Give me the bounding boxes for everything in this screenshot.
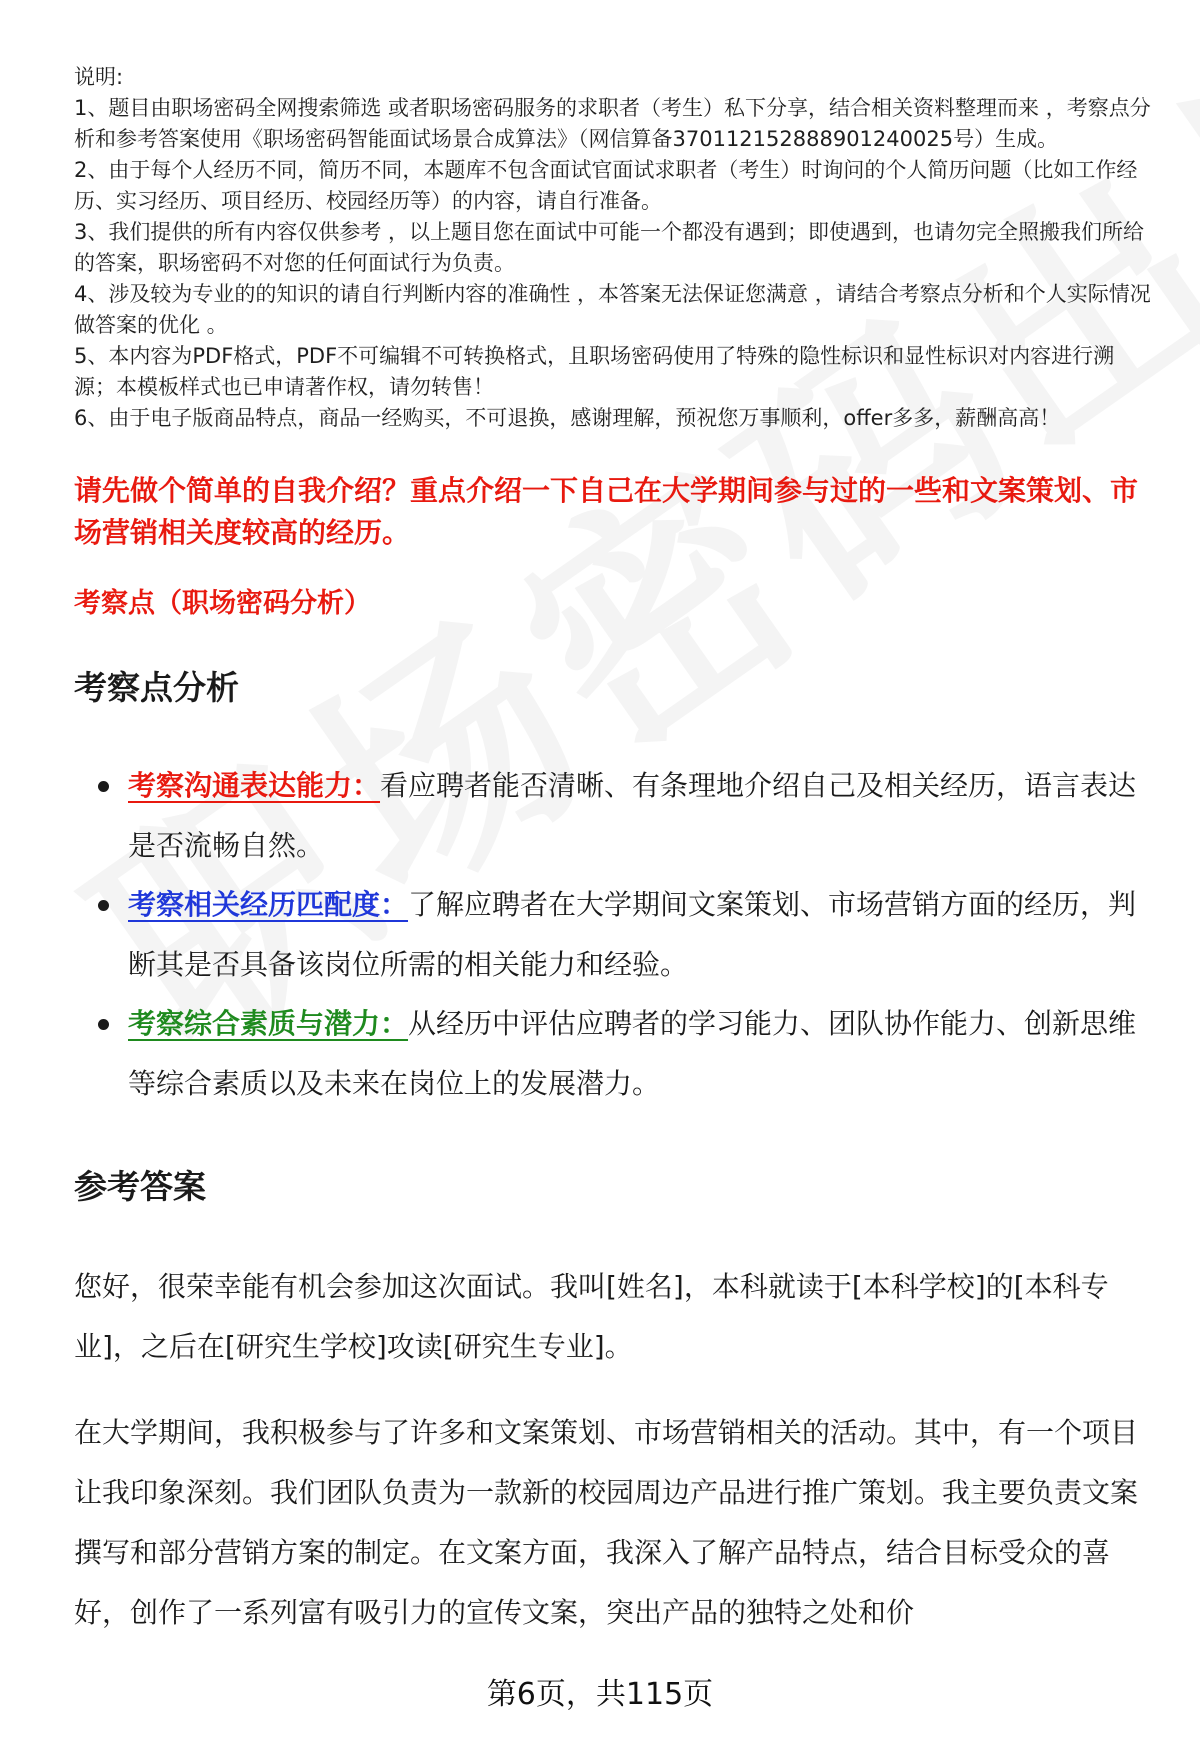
analysis-title: 考察点分析 — [74, 668, 239, 707]
point-text: 从经历中评估应聘者的学习能力、团队协作能力、创新思维等综合素质以及未来在岗位上的发展潜力。 — [128, 1007, 1137, 1100]
note-item: 6、由于电子版商品特点，商品一经购买，不可退换，感谢理解，预祝您万事顺利，offer多多，薪酬高高！ — [74, 406, 1061, 430]
point-text: 看应聘者能否清晰、有条理地介绍自己及相关经历，语言表达是否流畅自然。 — [128, 769, 1137, 862]
page-number: 第6页，共115页 — [486, 1677, 714, 1712]
note-item: 5、本内容为PDF格式，PDF不可编辑不可转换格式，且职场密码使用了特殊的隐性标识和显性标识对内容进行溯源；本模板样式也已申请著作权，请勿转售！ — [74, 344, 1115, 399]
point-keyword: 考察沟通表达能力： — [128, 769, 381, 802]
answer-paragraph: 在大学期间，我积极参与了许多和文案策划、市场营销相关的活动。其中，有一个项目让我印象深刻。我们团队负责为一款新的校园周边产品进行推广策划。我主要负责文案撰写和部分营销方案的制定。在文案方面，我深入了解产品特点，结合目标受众的喜好，创作了一系列富有吸引力的宣传文案，突出产品的独特之处和价 — [74, 1416, 1139, 1629]
point-keyword: 考察相关经历匹配度： — [128, 888, 409, 921]
analysis-point — [128, 994, 1154, 1114]
point-keyword: 考察综合素质与潜力： — [128, 1007, 409, 1040]
notes-heading: 说明: — [74, 65, 124, 89]
answer-title: 参考答案 — [74, 1167, 206, 1206]
bullet-icon — [98, 781, 109, 792]
notes-section — [74, 0, 1154, 434]
bullet-icon — [98, 900, 109, 911]
answer-paragraph: 您好，很荣幸能有机会参加这次面试。我叫[姓名]，本科就读于[本科学校]的[本科专业]，之后在[研究生学校]攻读[研究生专业]。 — [74, 1270, 1109, 1363]
note-item: 2、由于每个人经历不同，简历不同，本题库不包含面试官面试求职者（考生）时询问的个人简历问题（比如工作经历、实习经历、项目经历、校园经历等）的内容，请自行准备。 — [74, 158, 1138, 213]
note-item: 3、我们提供的所有内容仅供参考 ，以上题目您在面试中可能一个都没有遇到；即使遇到，也请勿完全照搬我们所给的答案，职场密码不对您的任何面试行为负责。 — [74, 220, 1145, 275]
interview-question: 请先做个简单的自我介绍？重点介绍一下自己在大学期间参与过的一些和文案策划、市场营销相关度较高的经历。 — [74, 474, 1139, 549]
note-item: 4、涉及较为专业的的知识的请自行判断内容的准确性 ，本答案无法保证您满意 ，请结合考察点分析和个人实际情况做答案的优化 。 — [74, 282, 1151, 337]
exam-point-label: 考察点（职场密码分析） — [74, 588, 371, 619]
point-text: 了解应聘者在大学期间文案策划、市场营销方面的经历，判断其是否具备该岗位所需的相关能力和经验。 — [128, 888, 1137, 981]
bullet-icon — [98, 1019, 109, 1030]
analysis-point — [128, 756, 1154, 876]
analysis-points — [74, 756, 1154, 1114]
note-item: 1、题目由职场密码全网搜索筛选 或者职场密码服务的求职者（考生）私下分享，结合相关资料整理而来 ，考察点分析和参考答案使用《职场密码智能面试场景合成算法》（网信算备370112152888901240025号）生成。 — [74, 96, 1151, 151]
analysis-point — [128, 875, 1154, 995]
page-content — [74, 0, 1154, 1643]
